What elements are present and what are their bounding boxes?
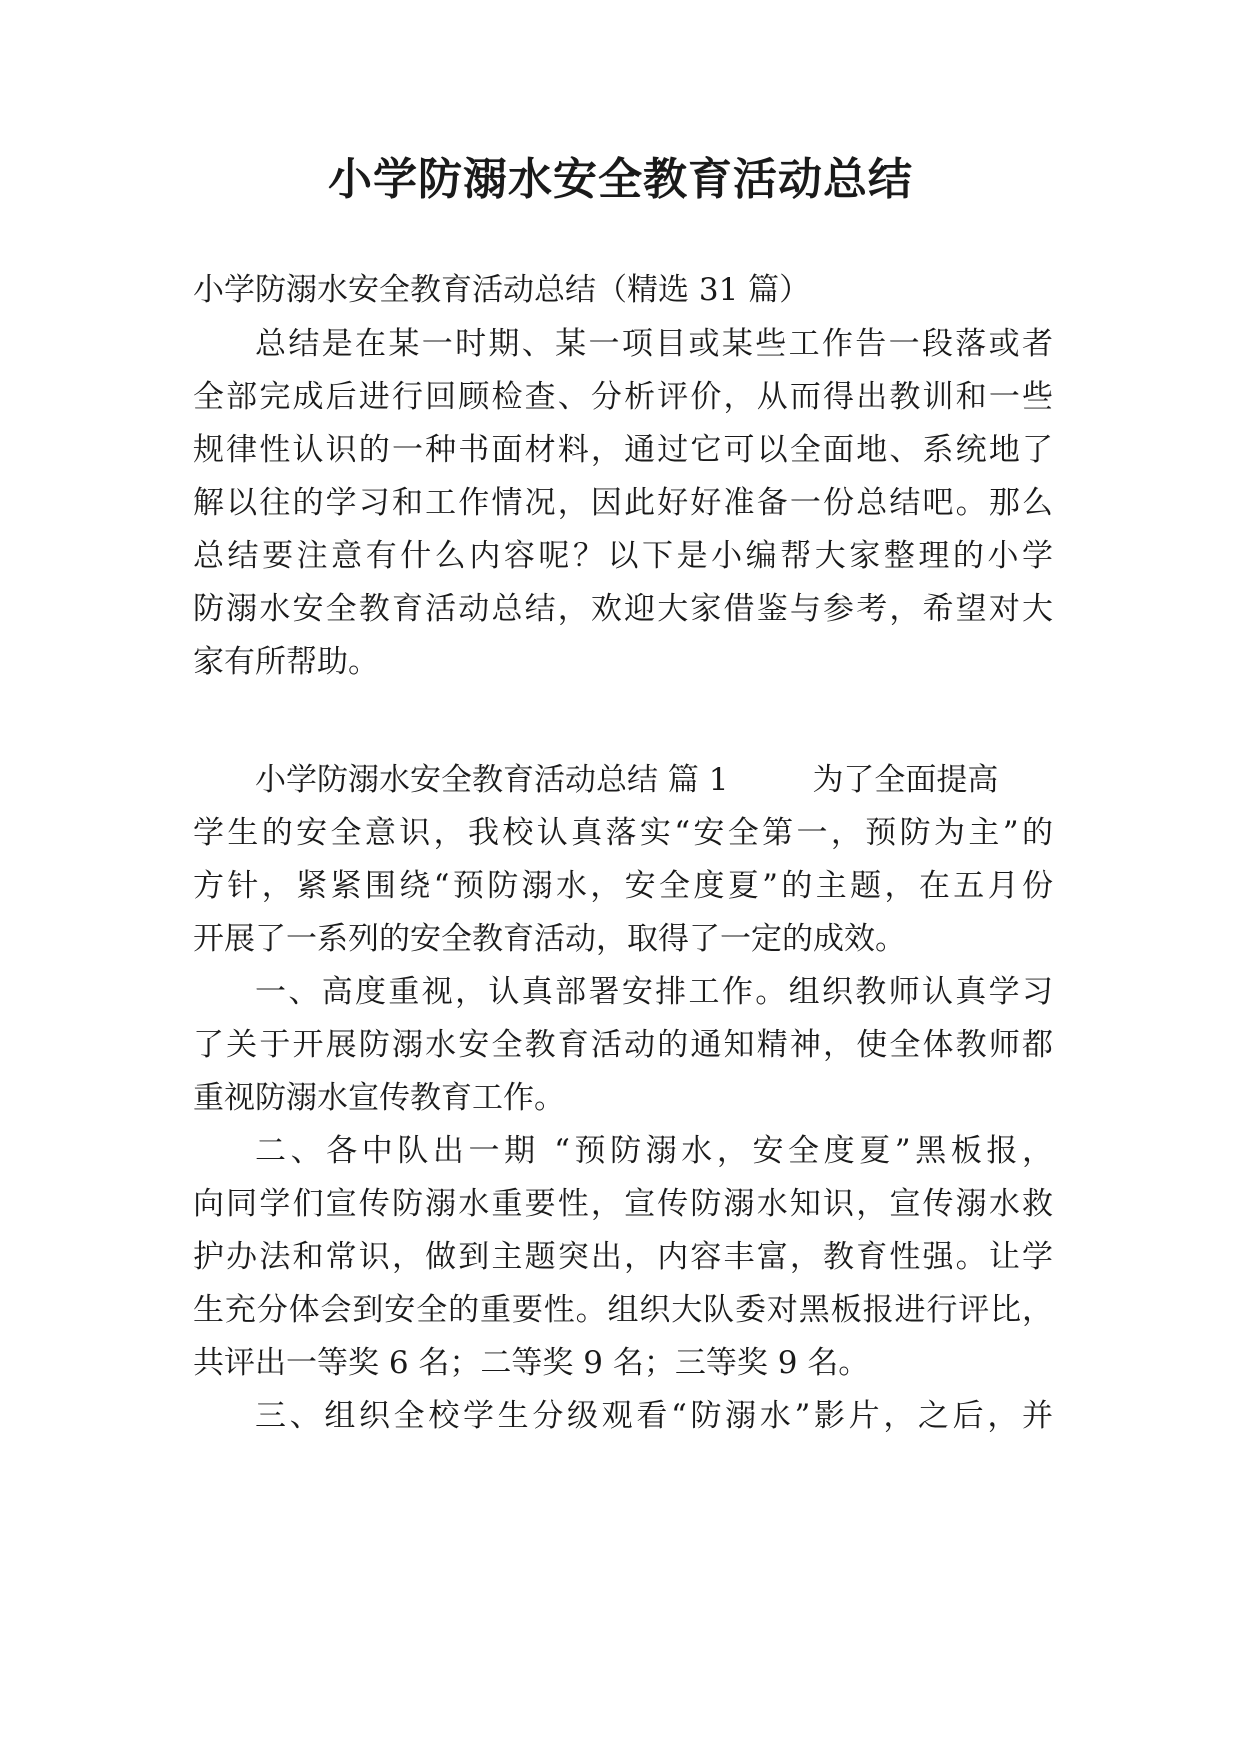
part1-first-line xyxy=(255,760,1053,800)
intro-line: 规律性认识的一种书面材料，通过它可以全面地、系统地了 xyxy=(193,432,1053,468)
part1-line: 方针，紧紧围绕“预防溺水，安全度夏”的主题，在五月份 xyxy=(193,868,1053,904)
part1-label: 小学防溺水安全教育活动总结 篇 1 xyxy=(255,762,729,798)
section2-line: 向同学们宣传防溺水重要性，宣传防溺水知识，宣传溺水救 xyxy=(193,1186,1053,1222)
intro-line: 解以往的学习和工作情况，因此好好准备一份总结吧。那么 xyxy=(193,485,1053,521)
section1-line: 重视防溺水宣传教育工作。 xyxy=(193,1080,565,1116)
section1-line: 了关于开展防溺水安全教育活动的通知精神，使全体教师都 xyxy=(193,1027,1053,1063)
section2-line: 共评出一等奖 6 名；二等奖 9 名；三等奖 9 名。 xyxy=(193,1345,870,1381)
intro-line: 总结是在某一时期、某一项目或某些工作告一段落或者 xyxy=(255,326,1053,362)
intro-line: 家有所帮助。 xyxy=(193,644,379,680)
section2-line: 二、各中队出一期 “预防溺水，安全度夏”黑板报， xyxy=(255,1133,1053,1169)
section3-line: 三、组织全校学生分级观看“防溺水”影片，之后，并 xyxy=(255,1398,1053,1434)
part1-line: 学生的安全意识，我校认真落实“安全第一，预防为主”的 xyxy=(193,815,1053,851)
intro-line: 总结要注意有什么内容呢？以下是小编帮大家整理的小学 xyxy=(193,538,1053,574)
document-title: 小学防溺水安全教育活动总结 xyxy=(328,154,913,205)
section2-line: 生充分体会到安全的重要性。组织大队委对黑板报进行评比， xyxy=(193,1292,1053,1328)
part1-first-line-rest: 为了全面提高 xyxy=(812,762,999,798)
intro-line: 全部完成后进行回顾检查、分析评价，从而得出教训和一些 xyxy=(193,379,1053,415)
intro-line: 防溺水安全教育活动总结，欢迎大家借鉴与参考，希望对大 xyxy=(193,591,1053,627)
section2-line: 护办法和常识，做到主题突出，内容丰富，教育性强。让学 xyxy=(193,1239,1053,1275)
document-subtitle: 小学防溺水安全教育活动总结（精选 31 篇） xyxy=(193,272,811,308)
part1-line: 开展了一系列的安全教育活动，取得了一定的成效。 xyxy=(193,921,906,957)
section1-line: 一、高度重视，认真部署安排工作。组织教师认真学习 xyxy=(255,974,1053,1010)
